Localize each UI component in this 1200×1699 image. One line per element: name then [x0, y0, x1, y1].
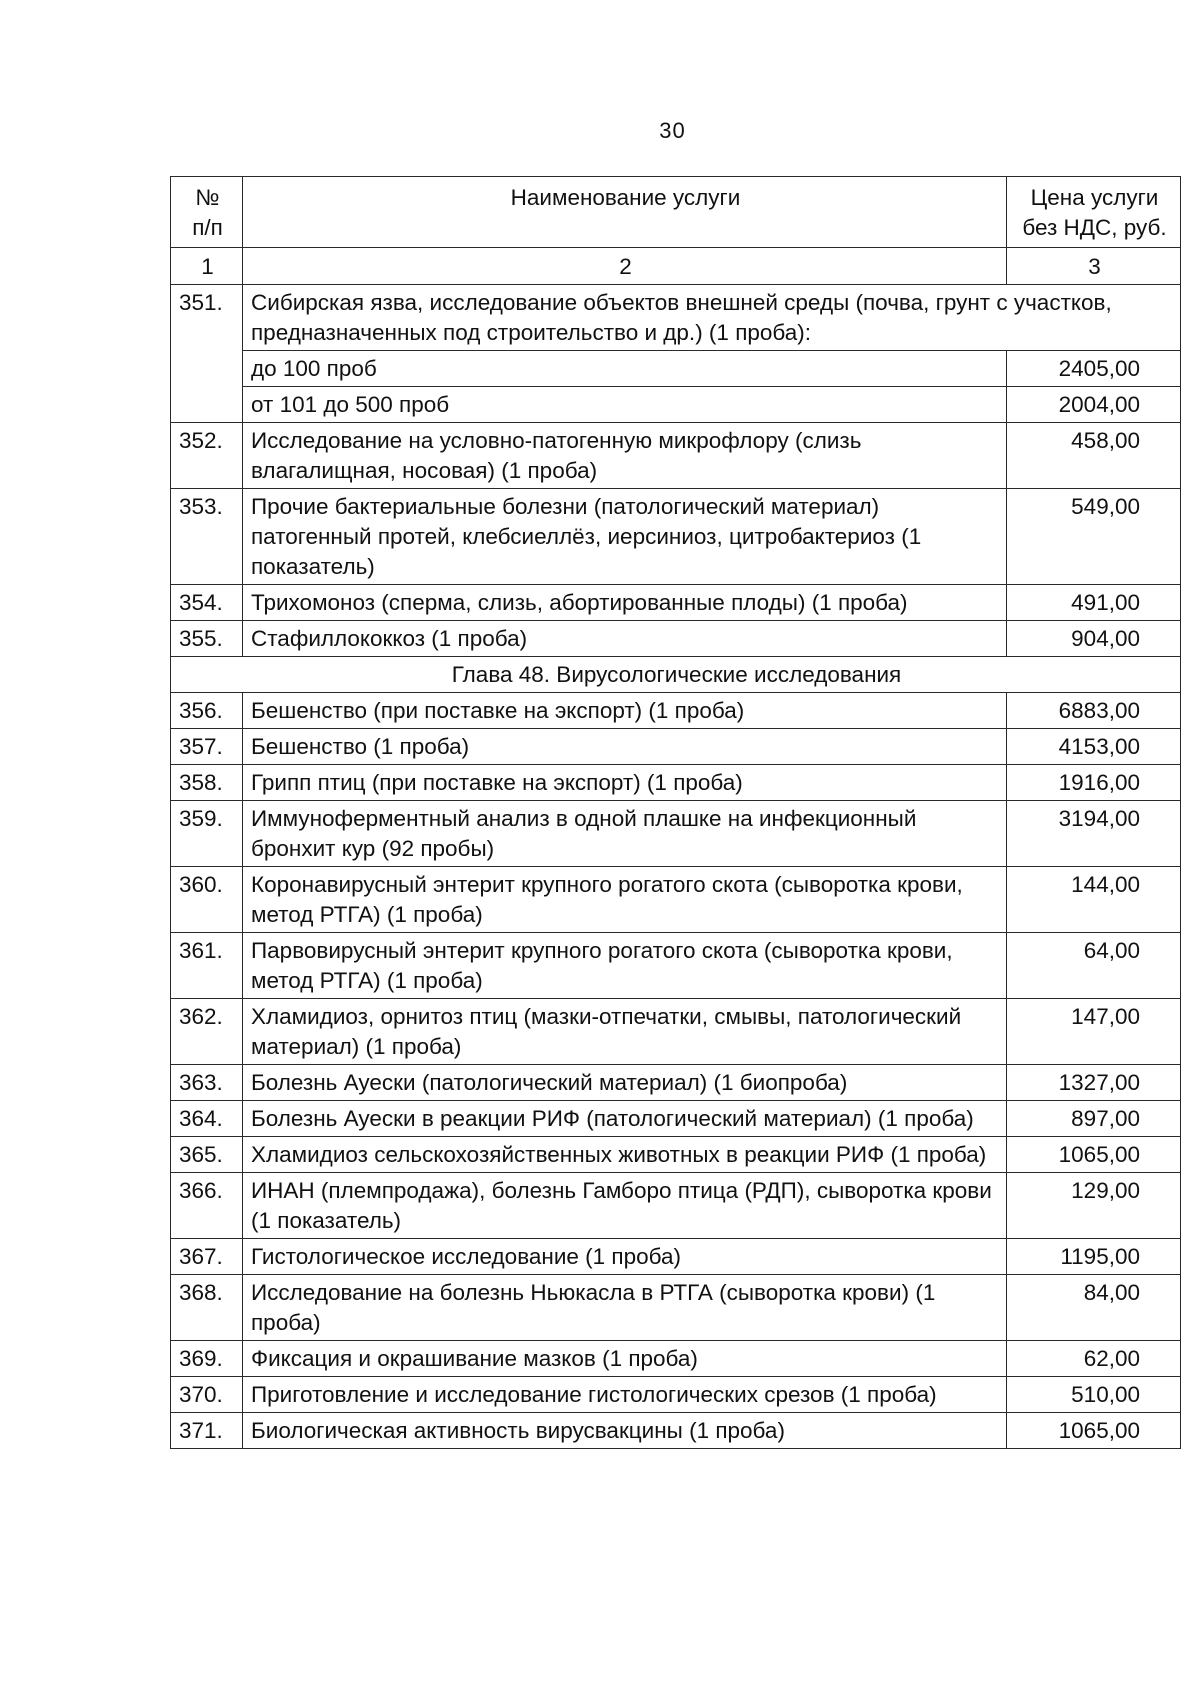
table-row: [171, 1413, 1181, 1449]
table-row: [171, 1137, 1181, 1173]
table-subrow: [171, 351, 1181, 387]
service-name: Фиксация и окрашивание мазков (1 проба): [243, 1341, 1007, 1377]
row-number: 352.: [171, 423, 243, 489]
service-price: 147,00: [1007, 999, 1181, 1065]
row-number: 367.: [171, 1239, 243, 1275]
service-name: Стафиллококкоз (1 проба): [243, 621, 1007, 657]
table-row: [171, 933, 1181, 999]
service-name: Хламидиоз сельскохозяйственных животных в реакции РИФ (1 проба): [243, 1137, 1007, 1173]
header-price: Цена услуги без НДС, руб.: [1007, 177, 1181, 248]
service-price: 129,00: [1007, 1173, 1181, 1239]
row-number: 357.: [171, 729, 243, 765]
row-number: 371.: [171, 1413, 243, 1449]
row-number: 356.: [171, 693, 243, 729]
table-row: [171, 1065, 1181, 1101]
row-number: 359.: [171, 801, 243, 867]
service-price: 897,00: [1007, 1101, 1181, 1137]
service-price: 1195,00: [1007, 1239, 1181, 1275]
service-price: 1065,00: [1007, 1137, 1181, 1173]
row-number: 366.: [171, 1173, 243, 1239]
header-num: № п/п: [171, 177, 243, 248]
table-body: [171, 693, 1181, 1449]
subitem-name: от 101 до 500 проб: [243, 387, 1007, 423]
table-row: [171, 489, 1181, 585]
service-price: 549,00: [1007, 489, 1181, 585]
service-price: 1916,00: [1007, 765, 1181, 801]
table-row: [171, 765, 1181, 801]
column-number: 2: [243, 248, 1007, 285]
service-name: Коронавирусный энтерит крупного рогатого скота (сыворотка крови, метод РТГА) (1 проба): [243, 867, 1007, 933]
service-price: 2004,00: [1007, 387, 1181, 423]
row-number: 355.: [171, 621, 243, 657]
service-name: Приготовление и исследование гистологических срезов (1 проба): [243, 1377, 1007, 1413]
row-number: 370.: [171, 1377, 243, 1413]
service-price: 4153,00: [1007, 729, 1181, 765]
row-number: 361.: [171, 933, 243, 999]
row-number: 354.: [171, 585, 243, 621]
price-table: [170, 176, 1181, 1449]
service-price: 1065,00: [1007, 1413, 1181, 1449]
table-row: [171, 285, 1181, 351]
service-price: 3194,00: [1007, 801, 1181, 867]
chapter-title: Глава 48. Вирусологические исследования: [171, 657, 1181, 693]
row-number: 362.: [171, 999, 243, 1065]
service-price: 1327,00: [1007, 1065, 1181, 1101]
service-name: Парвовирусный энтерит крупного рогатого скота (сыворотка крови, метод РТГА) (1 проба): [243, 933, 1007, 999]
row-number: 364.: [171, 1101, 243, 1137]
table-row: [171, 1341, 1181, 1377]
service-name: Болезнь Ауески (патологический материал) (1 биопроба): [243, 1065, 1007, 1101]
service-name: Гистологическое исследование (1 проба): [243, 1239, 1007, 1275]
service-price: 84,00: [1007, 1275, 1181, 1341]
row-number: 353.: [171, 489, 243, 585]
service-price: 904,00: [1007, 621, 1181, 657]
row-number: 351.: [171, 285, 243, 423]
service-name: Иммуноферментный анализ в одной плашке на инфекционный бронхит кур (92 пробы): [243, 801, 1007, 867]
column-number-row: [171, 248, 1181, 285]
column-number: 3: [1007, 248, 1181, 285]
table-row: [171, 423, 1181, 489]
row-number: 365.: [171, 1137, 243, 1173]
header-name: Наименование услуги: [243, 177, 1007, 248]
service-name: Хламидиоз, орнитоз птиц (мазки-отпечатки, смывы, патологический материал) (1 проба): [243, 999, 1007, 1065]
service-price: 2405,00: [1007, 351, 1181, 387]
service-price: 458,00: [1007, 423, 1181, 489]
table-row: [171, 1377, 1181, 1413]
service-name: Сибирская язва, исследование объектов внешней среды (почва, грунт с участков, предназначенных под строительство и др.) (1 проба):: [243, 285, 1181, 351]
service-name: Бешенство (1 проба): [243, 729, 1007, 765]
service-name: Биологическая активность вирусвакцины (1 проба): [243, 1413, 1007, 1449]
service-name: Исследование на условно-патогенную микрофлору (слизь влагалищная, носовая) (1 проба): [243, 423, 1007, 489]
service-price: 6883,00: [1007, 693, 1181, 729]
table-row: [171, 621, 1181, 657]
column-number: 1: [171, 248, 243, 285]
table-row: [171, 801, 1181, 867]
service-name: Исследование на болезнь Ньюкасла в РТГА (сыворотка крови) (1 проба): [243, 1275, 1007, 1341]
service-price: 62,00: [1007, 1341, 1181, 1377]
service-price: 144,00: [1007, 867, 1181, 933]
table-row: [171, 867, 1181, 933]
row-number: 358.: [171, 765, 243, 801]
service-name: Прочие бактериальные болезни (патологический материал) патогенный протей, клебсиеллёз, иерсиниоз, цитробактериоз (1 показатель): [243, 489, 1007, 585]
table-row: [171, 585, 1181, 621]
table-body: [171, 423, 1181, 657]
service-price: 64,00: [1007, 933, 1181, 999]
service-name: Бешенство (при поставке на экспорт) (1 проба): [243, 693, 1007, 729]
table-row: [171, 1173, 1181, 1239]
table-row: [171, 1275, 1181, 1341]
table-body: [171, 285, 1181, 423]
row-number: 360.: [171, 867, 243, 933]
table-row: [171, 1101, 1181, 1137]
service-name: Болезнь Ауески в реакции РИФ (патологический материал) (1 проба): [243, 1101, 1007, 1137]
service-price: 491,00: [1007, 585, 1181, 621]
service-name: Грипп птиц (при поставке на экспорт) (1 проба): [243, 765, 1007, 801]
page-number: 30: [659, 118, 686, 143]
row-number: 363.: [171, 1065, 243, 1101]
table-row: [171, 729, 1181, 765]
table-body: [171, 657, 1181, 693]
service-name: Трихомоноз (сперма, слизь, абортированные плоды) (1 проба): [243, 585, 1007, 621]
table-header-row: [171, 177, 1181, 248]
table-subrow: [171, 387, 1181, 423]
service-name: ИНАН (племпродажа), болезнь Гамборо птица (РДП), сыворотка крови (1 показатель): [243, 1173, 1007, 1239]
row-number: 368.: [171, 1275, 243, 1341]
service-price: 510,00: [1007, 1377, 1181, 1413]
row-number: 369.: [171, 1341, 243, 1377]
chapter-row: [171, 657, 1181, 693]
subitem-name: до 100 проб: [243, 351, 1007, 387]
table-row: [171, 1239, 1181, 1275]
table-row: [171, 999, 1181, 1065]
table-row: [171, 693, 1181, 729]
